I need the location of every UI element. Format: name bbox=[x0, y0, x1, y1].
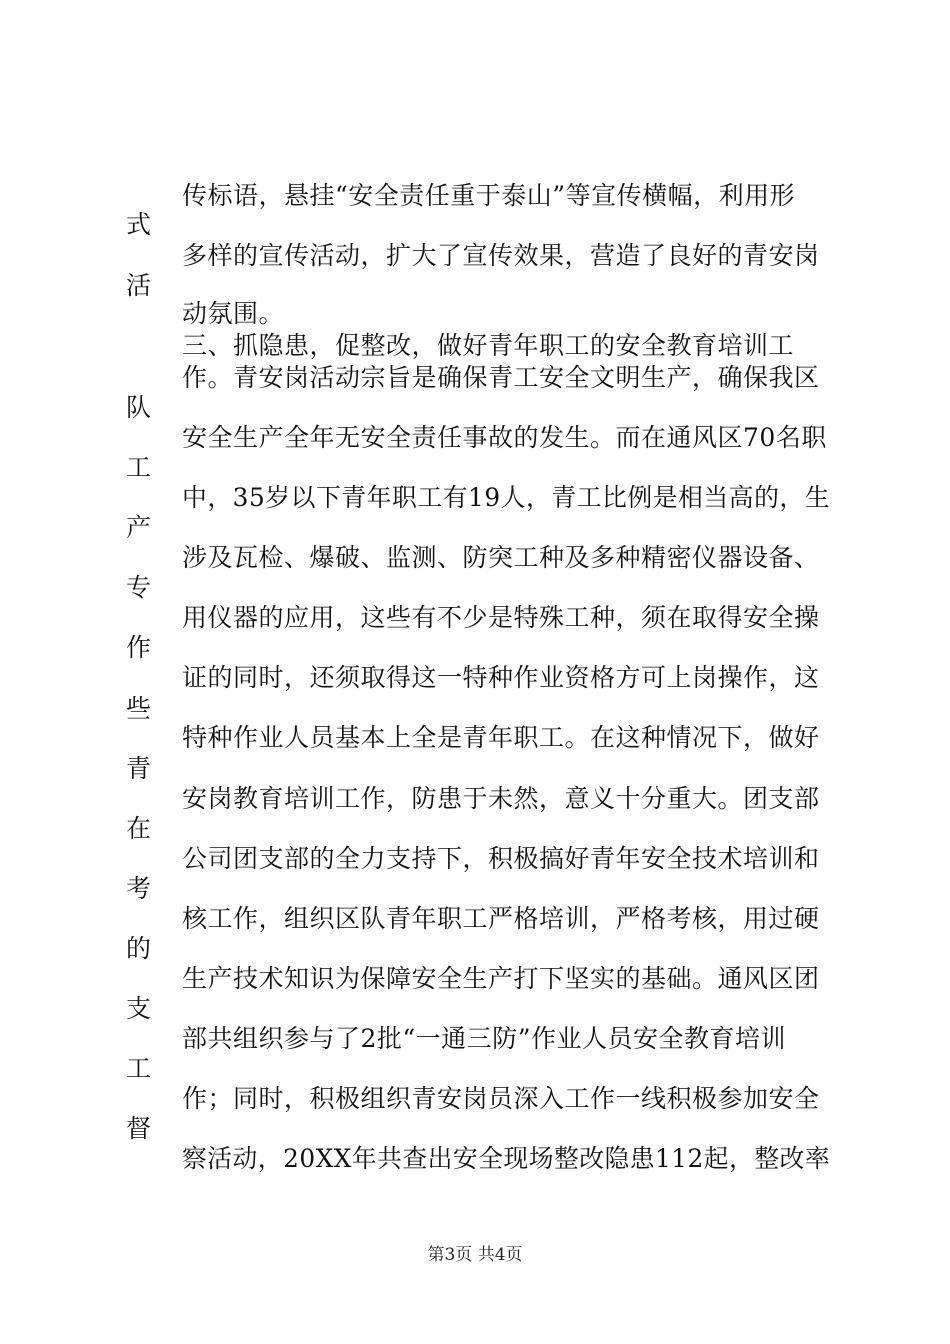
text-line: 作。青安岗活动宗旨是确保青工安全文明生产，确保我区 bbox=[182, 363, 820, 392]
margin-char: 产 bbox=[126, 513, 152, 542]
text-line: 察活动，20XX年共查出安全现场整改隐患112起，整改率 bbox=[182, 1144, 831, 1173]
text-line: 中，35岁以下青年职工有19人，青工比例是相当高的，生 bbox=[182, 483, 831, 512]
margin-char: 式 bbox=[126, 210, 152, 239]
text-line: 动氛围。 bbox=[182, 299, 285, 328]
page-footer: 第3页 共4页 bbox=[427, 1245, 523, 1265]
margin-char: 工 bbox=[126, 1054, 152, 1083]
text-line: 生产技术知识为保障安全生产打下坚实的基础。通风区团 bbox=[182, 964, 820, 993]
text-line: 用仪器的应用，这些有不少是特殊工种，须在取得安全操 bbox=[182, 603, 820, 632]
text-line: 多样的宣传活动，扩大了宣传效果，营造了良好的青安岗 bbox=[182, 241, 820, 270]
text-line: 安岗教育培训工作，防患于未然，意义十分重大。团支部 bbox=[182, 784, 820, 813]
margin-char: 青 bbox=[126, 754, 152, 783]
text-line: 部共组织参与了2批“一通三防”作业人员安全教育培训 bbox=[182, 1024, 786, 1053]
margin-char: 考 bbox=[126, 874, 152, 903]
text-line: 传标语，悬挂“安全责任重于泰山”等宣传横幅，利用形 bbox=[182, 181, 796, 210]
text-line: 涉及瓦检、爆破、监测、防突工种及多种精密仪器设备、 bbox=[182, 543, 820, 572]
margin-char: 专 bbox=[126, 573, 152, 602]
text-line: 核工作，组织区队青年职工严格培训，严格考核，用过硬 bbox=[182, 904, 820, 933]
margin-char: 支 bbox=[126, 994, 152, 1023]
text-line: 安全生产全年无安全责任事故的发生。而在通风区70名职 bbox=[182, 423, 827, 452]
margin-char: 督 bbox=[126, 1114, 152, 1143]
margin-char: 活 bbox=[126, 271, 152, 300]
margin-char: 工 bbox=[126, 453, 152, 482]
text-line: 公司团支部的全力支持下，积极搞好青年安全技术培训和 bbox=[182, 844, 820, 873]
text-line: 特种作业人员基本上全是青年职工。在这种情况下，做好 bbox=[182, 723, 820, 752]
margin-char: 作 bbox=[126, 633, 152, 662]
margin-char: 的 bbox=[126, 934, 152, 963]
margin-char: 队 bbox=[126, 393, 152, 422]
margin-char: 些 bbox=[126, 694, 152, 723]
margin-char: 在 bbox=[126, 814, 152, 843]
text-line: 作；同时，积极组织青安岗员深入工作一线积极参加安全 bbox=[182, 1084, 820, 1113]
text-line: 三、抓隐患，促整改，做好青年职工的安全教育培训工 bbox=[182, 331, 795, 360]
text-line: 证的同时，还须取得这一特种作业资格方可上岗操作，这 bbox=[182, 663, 820, 692]
